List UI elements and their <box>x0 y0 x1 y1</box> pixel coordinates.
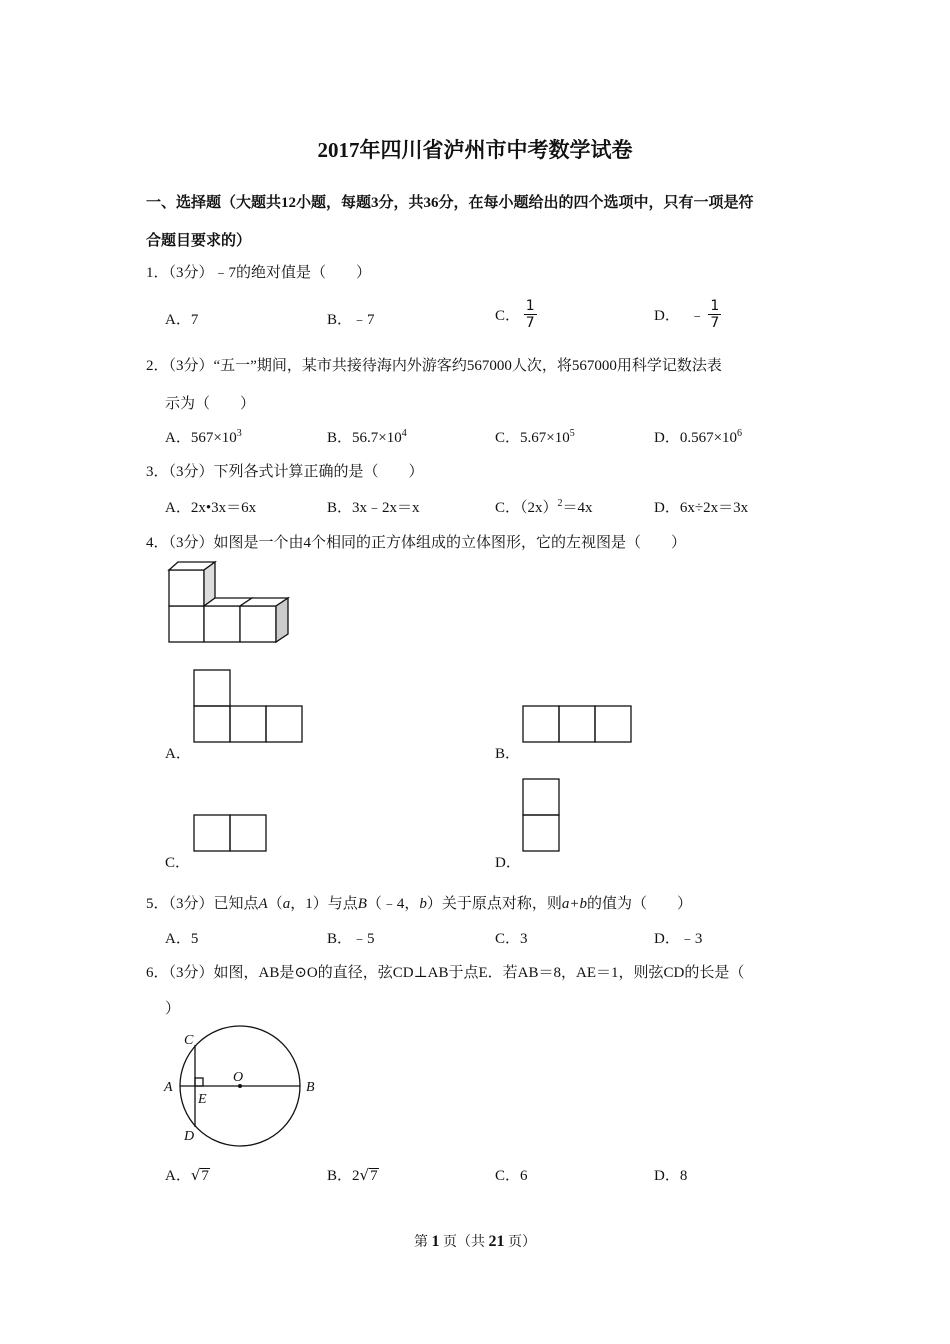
q2-option-c-exponent: 5 <box>569 428 575 439</box>
q2-option-a-base: A．567×10 <box>165 430 237 446</box>
q1-option-c-fraction <box>524 298 537 331</box>
q4-solid-figure <box>160 558 300 648</box>
footer-mid: 页（共 <box>439 1235 489 1250</box>
q1-option-d-sign: ﹣ <box>689 308 705 324</box>
q2-option-d-base: D．0.567×10 <box>654 430 738 446</box>
q1-option-c-label: C． <box>495 308 521 324</box>
q5-option-d: D．﹣3 <box>654 931 703 947</box>
fraction-numerator: 1 <box>710 298 720 314</box>
q3-option-c-part1: C．（2x） <box>495 500 558 516</box>
q6-option-a <box>165 1164 210 1185</box>
q5-var-a: a <box>282 896 291 912</box>
q5-point-a: A <box>258 896 268 912</box>
q5-stem <box>146 892 692 913</box>
q2-stem-line1: 2．（3分）“五一”期间，某市共接待海内外游客约567000人次，将567000用科学记数法表 <box>146 358 722 374</box>
q5-option-b: B．﹣5 <box>327 931 375 947</box>
fraction-denominator: 7 <box>525 315 535 331</box>
q6-option-b <box>327 1164 379 1185</box>
q6-option-b-label: B．2 <box>327 1168 360 1184</box>
q5-option-c: C．3 <box>495 931 528 947</box>
q3-option-c <box>495 496 593 517</box>
label-b: B <box>306 1080 315 1095</box>
q2-option-c <box>495 426 575 447</box>
label-d: D <box>184 1129 195 1144</box>
q6-stem-line1: 6．（3分）如图，AB是⊙O的直径，弦CD⊥AB于点E．若AB＝8，AE＝1，则弦CD的长是（ <box>146 965 745 981</box>
q5-point-b: B <box>357 896 367 912</box>
q3-option-d: D．6x÷2x＝3x <box>654 500 749 516</box>
q6-option-a-label: A． <box>165 1168 191 1184</box>
page-footer <box>0 1231 950 1251</box>
q5-stem-part5: ）关于原点对称，则 <box>426 896 562 912</box>
q5-stem-part2: （ <box>267 896 283 912</box>
page-title: 2017年四川省泸州市中考数学试卷 <box>317 138 633 162</box>
q2-option-c-base: C．5.67×10 <box>495 430 570 446</box>
q2-option-a <box>165 426 242 447</box>
q2-option-d-exponent: 6 <box>737 428 743 439</box>
section-heading-line1: 一、选择题（大题共12小题，每题3分，共36分，在每小题给出的四个选项中，只有一项是符 <box>146 195 754 211</box>
q4-option-c-label: C． <box>165 855 191 871</box>
label-o: O <box>233 1070 244 1085</box>
q2-option-d <box>654 426 742 447</box>
footer-post: 页） <box>504 1235 536 1250</box>
q5-var-b: b <box>419 896 427 912</box>
q2-option-b-base: B．56.7×10 <box>327 430 402 446</box>
q6-option-c: C．6 <box>495 1168 528 1184</box>
q6-option-d: D．8 <box>654 1168 688 1184</box>
q3-option-b: B．3x﹣2x＝x <box>327 500 420 516</box>
q3-stem: 3．（3分）下列各式计算正确的是（ ） <box>146 464 424 480</box>
q1-option-d <box>654 298 721 331</box>
q1-option-c <box>495 298 537 331</box>
q4-option-a-label: A． <box>165 746 191 762</box>
q4-option-b-figure <box>521 704 633 744</box>
q1-stem: 1．（3分）﹣7的绝对值是（ ） <box>146 265 372 281</box>
q5-stem-part3: ，1）与点 <box>290 896 358 912</box>
section-heading-line2: 合题目要求的） <box>146 233 252 249</box>
footer-pre: 第 <box>414 1235 432 1250</box>
sqrt-icon: √ <box>190 1166 201 1184</box>
q4-stem: 4．（3分）如图是一个由4个相同的正方体组成的立体图形，它的左视图是（ ） <box>146 535 687 551</box>
fraction-denominator: 7 <box>710 315 720 331</box>
footer-page-number: 1 <box>431 1233 440 1250</box>
footer-total-pages: 21 <box>488 1233 505 1250</box>
q2-option-b-exponent: 4 <box>401 428 407 439</box>
q2-option-b <box>327 426 407 447</box>
q4-option-a-figure <box>192 668 304 744</box>
q3-option-c-exponent: 2 <box>557 498 563 509</box>
q4-option-d-label: D． <box>495 855 521 871</box>
right-angle-mark <box>195 1078 203 1086</box>
q2-stem-line2: 示为（ ） <box>165 396 256 412</box>
q5-sum: a+b <box>561 896 588 912</box>
q3-option-c-part2: ＝4x <box>562 500 593 516</box>
q5-stem-part1: 5．（3分）已知点 <box>146 896 259 912</box>
q6-circle-diagram <box>160 1020 330 1150</box>
q6-option-b-radicand: 7 <box>370 1168 378 1184</box>
q6-option-a-radicand: 7 <box>201 1168 209 1184</box>
q1-option-d-fraction <box>708 298 721 331</box>
q1-option-d-label: D． <box>654 308 680 324</box>
fraction-numerator: 1 <box>525 298 535 314</box>
q1-option-b: B．﹣7 <box>327 312 375 328</box>
q3-option-a: A．2x•3x＝6x <box>165 500 257 516</box>
q4-option-c-figure <box>192 813 268 853</box>
sqrt-icon: √ <box>359 1166 370 1184</box>
q4-option-b-label: B． <box>495 746 521 762</box>
label-e: E <box>198 1092 207 1107</box>
label-c: C <box>184 1033 194 1048</box>
q4-option-d-figure <box>521 777 561 853</box>
label-a: A <box>164 1080 173 1095</box>
q2-option-a-exponent: 3 <box>236 428 242 439</box>
q5-stem-part4: （﹣4， <box>366 896 420 912</box>
q6-stem-line2: ） <box>165 1001 181 1017</box>
q5-option-a: A．5 <box>165 931 199 947</box>
q5-stem-part6: 的值为（ ） <box>587 896 693 912</box>
q1-option-a: A．7 <box>165 312 199 328</box>
